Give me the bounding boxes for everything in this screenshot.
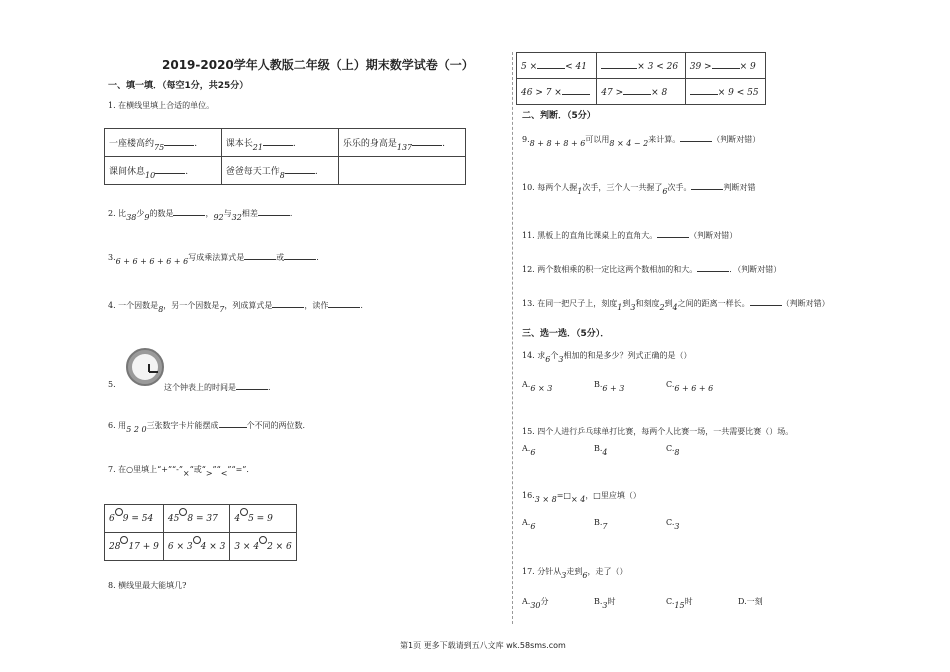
page-footer: 第1页 更多下载请到五八文库 wk.58sms.com (400, 641, 566, 650)
fill-cell: 46 > 7 × (517, 79, 597, 105)
section-1-heading: 一、填一填．（每空1分，共25分） (108, 81, 249, 91)
option-a[interactable]: A.30分 (522, 597, 549, 610)
option-c[interactable]: C.6 + 6 + 6 (666, 380, 714, 393)
answer-blank[interactable] (236, 380, 268, 390)
fill-cell: 5 × < 41 (517, 53, 597, 79)
answer-blank[interactable] (173, 206, 205, 216)
option-b[interactable]: B.4 (594, 444, 608, 457)
answer-blank[interactable] (285, 164, 315, 174)
answer-blank[interactable] (284, 250, 316, 260)
unit-table (104, 128, 466, 185)
answer-blank[interactable] (623, 85, 651, 95)
question-3: 3.6 + 6 + 6 + 6 + 6写成乘法算式是 或 . (108, 250, 319, 263)
question-13: 13. 在同一把尺子上，刻度1到3和刻度2到4之间的距离一样长。 （判断对错） (522, 296, 830, 309)
question-5: 这个钟表上的时间是 . (164, 380, 271, 393)
question-9: 9.8 + 8 + 8 + 6可以用8 × 4 − 2来计算。 （判断对错） (522, 132, 760, 145)
section-2-heading: 二、判断．（5分） (522, 111, 596, 121)
answer-blank[interactable] (155, 164, 185, 174)
answer-blank[interactable] (412, 136, 442, 146)
option-a[interactable]: A.6 (522, 518, 536, 531)
option-c[interactable]: C.8 (666, 444, 680, 457)
answer-blank[interactable] (562, 85, 590, 95)
answer-blank[interactable] (601, 59, 637, 69)
option-c[interactable]: C.3 (666, 518, 680, 531)
fill-table (516, 52, 766, 105)
compare-cell: 45 8 = 37 (163, 505, 229, 533)
answer-blank[interactable] (244, 250, 276, 260)
option-b[interactable]: B.3时 (594, 597, 616, 610)
answer-blank[interactable] (328, 298, 360, 308)
answer-blank[interactable] (263, 136, 293, 146)
answer-blank[interactable] (690, 85, 718, 95)
answer-circle[interactable] (193, 536, 201, 544)
answer-blank[interactable] (657, 228, 689, 238)
clock-image (126, 348, 164, 386)
answer-blank[interactable] (537, 59, 565, 69)
compare-cell: 6 × 3 4 × 3 (163, 533, 229, 561)
question-14: 14. 求6个3相加的和是多少？列式正确的是（） (522, 351, 692, 364)
option-b[interactable]: B.7 (594, 518, 608, 531)
question-16: 16.3 × 8=□× 4，□里应填（） (522, 491, 641, 504)
unit-cell-empty (338, 157, 465, 185)
answer-blank[interactable] (680, 132, 712, 142)
question-11: 11. 黑板上的直角比课桌上的直角大。 （判断对错） (522, 228, 737, 241)
answer-blank[interactable] (272, 298, 304, 308)
option-a[interactable]: A.6 × 3 (522, 380, 553, 393)
question-4: 4. 一个因数是8，另一个因数是7，列成算式是 ，读作 . (108, 298, 363, 311)
page-title: 2019-2020学年人教版二年级（上）期末数学试卷（一） (162, 58, 474, 72)
unit-cell-3: 乐乐的身高是137 . (338, 129, 465, 157)
answer-blank[interactable] (712, 59, 740, 69)
answer-blank[interactable] (697, 262, 729, 272)
fill-cell: × 9 < 55 (685, 79, 765, 105)
question-17: 17. 分针从3走到6，走了（） (522, 567, 628, 580)
unit-cell-5: 爸爸每天工作8 . (221, 157, 338, 185)
question-2: 2. 比38少9的数是 ，92与32相差 . (108, 206, 292, 219)
unit-cell-1: 一座楼高约75 . (105, 129, 222, 157)
question-12: 12. 两个数相乘的积一定比这两个数相加的和大。 ．（判断对错） (522, 262, 781, 275)
question-5-number: 5. (108, 380, 116, 389)
compare-cell: 28 17 + 9 (105, 533, 164, 561)
option-b[interactable]: B.6 + 3 (594, 380, 625, 393)
answer-circle[interactable] (115, 508, 123, 516)
fill-cell: 39 > × 9 (685, 53, 765, 79)
compare-cell: 3 × 4 2 × 6 (230, 533, 296, 561)
unit-cell-2: 课本长21 . (221, 129, 338, 157)
fill-cell: × 3 < 26 (597, 53, 685, 79)
answer-circle[interactable] (259, 536, 267, 544)
question-8: 8. 横线里最大能填几? (108, 581, 187, 590)
compare-table (104, 504, 297, 561)
answer-blank[interactable] (164, 136, 194, 146)
option-c[interactable]: C.15时 (666, 597, 693, 610)
question-7: 7. 在○里填上“+”“-”×“或“>”“<”“=”． (108, 465, 255, 478)
answer-blank[interactable] (258, 206, 290, 216)
answer-blank[interactable] (691, 180, 723, 190)
compare-cell: 6 9 = 54 (105, 505, 164, 533)
answer-blank[interactable] (750, 296, 782, 306)
column-divider (512, 52, 513, 624)
question-15: 15. 四个人进行乒乓球单打比赛，每两个人比赛一场，一共需要比赛（）场。 (522, 427, 794, 436)
answer-circle[interactable] (240, 508, 248, 516)
option-a[interactable]: A.6 (522, 444, 536, 457)
fill-cell: 47 > × 8 (597, 79, 685, 105)
compare-cell: 4 5 = 9 (230, 505, 296, 533)
unit-cell-4: 课间休息10 . (105, 157, 222, 185)
question-10: 10. 每两个人握1次手，三个人一共握了6次手。 判断对错 (522, 180, 755, 193)
answer-blank[interactable] (219, 418, 247, 428)
question-6: 6. 用5 2 0三张数字卡片能摆成 个不同的两位数． (108, 418, 311, 431)
section-3-heading: 三、选一选．（5分）． (522, 329, 610, 339)
question-1: 1. 在横线里填上合适的单位。 (108, 101, 215, 110)
option-d[interactable]: D.一刻 (738, 597, 763, 606)
